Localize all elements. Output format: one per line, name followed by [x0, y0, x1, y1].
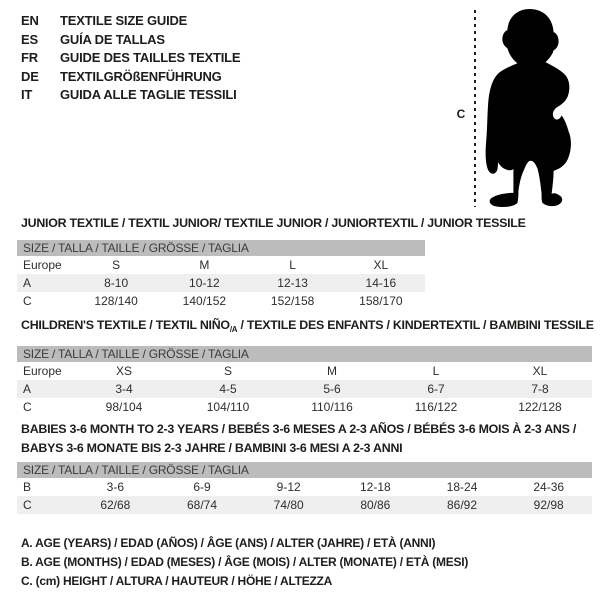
language-row [21, 31, 240, 50]
table-cell: 116/122 [414, 400, 458, 414]
section-title-line [21, 214, 526, 233]
table-cell: 18-24 [446, 480, 478, 494]
row-label: A [23, 382, 32, 396]
table-cell: 158/170 [359, 294, 403, 308]
height-figure [452, 6, 580, 208]
title-segment: BABIES 3-6 MONTH TO 2-3 YEARS / BEBÉS 3-6 MESES A 2-3 AÑOS / BÉBÉS 3-6 MOIS À 2-3 ANS / [21, 422, 577, 436]
legend-line: C. (cm) HEIGHT / ALTURA / HAUTEUR / HÖHE / ALTEZZA [21, 574, 333, 588]
language-code: EN [21, 13, 39, 28]
section-title-line [21, 420, 576, 439]
language-row [21, 86, 240, 105]
title-segment: CHILDREN'S TEXTILE / TEXTIL NIÑO [21, 318, 230, 332]
table-cell: 6-9 [193, 480, 211, 494]
table-cell: 68/74 [186, 498, 218, 512]
row-label: Europe [23, 258, 62, 272]
table-row [17, 274, 425, 292]
language-label: GUÍA DE TALLAS [60, 31, 165, 47]
legend-line: B. AGE (MONTHS) / EDAD (MESES) / ÂGE (MOIS) / ALTER (MONATE) / ETÀ (MESI) [21, 555, 469, 569]
table-cell: 92/98 [533, 498, 564, 512]
table-cell: 110/116 [311, 400, 353, 414]
table-row [17, 292, 425, 310]
language-code: FR [21, 50, 38, 66]
table-cell: 3-6 [106, 480, 124, 494]
section-title-babies [21, 420, 576, 458]
height-measure-label: C [456, 107, 466, 121]
language-code: IT [21, 87, 33, 103]
table-body [17, 256, 425, 310]
row-label: C [23, 400, 32, 414]
title-segment: JUNIOR TEXTILE / TEXTIL JUNIOR/ TEXTILE JUNIOR / JUNIORTEXTIL / JUNIOR TESSILE [21, 216, 526, 230]
table-cell: 62/68 [100, 498, 131, 512]
table-cell: 12-18 [360, 480, 391, 494]
legend-line: A. AGE (YEARS) / EDAD (AÑOS) / ÂGE (ANS) / ALTER (JAHRE) / ETÀ (ANNI) [21, 536, 436, 550]
row-label: C [23, 498, 32, 512]
table-cell: S [223, 364, 232, 378]
table-cell: 5-6 [323, 382, 341, 396]
table-row [17, 398, 592, 416]
section-title-children [21, 316, 594, 339]
table-cell: M [327, 364, 337, 378]
table-cell: 6-7 [427, 382, 445, 396]
table-cell: 80/86 [360, 498, 391, 512]
table-cell: M [199, 258, 210, 272]
size-table-junior [17, 240, 425, 310]
table-cell: 10-12 [189, 276, 220, 290]
table-cell: XS [115, 364, 132, 378]
table-cell: 12-13 [277, 276, 308, 290]
table-size-header: SIZE / TALLA / TAILLE / GRÖSSE / TAGLIA [17, 462, 592, 478]
language-label: TEXTILE SIZE GUIDE [60, 13, 188, 28]
language-code: ES [21, 31, 38, 47]
table-cell: 128/140 [94, 294, 138, 308]
title-segment: BABYS 3-6 MONATE BIS 2-3 JAHRE / BAMBINI 3-6 MESI A 2-3 ANNI [21, 441, 403, 455]
row-label: C [23, 294, 32, 308]
row-label: B [23, 480, 32, 494]
table-cell: 9-12 [276, 480, 301, 494]
table-cell: 3-4 [115, 382, 133, 396]
language-label: GUIDE DES TAILLES TEXTILE [60, 50, 241, 66]
language-label: GUIDA ALLE TAGLIE TESSILI [60, 87, 237, 103]
table-cell: 152/158 [270, 294, 315, 308]
table-cell: S [112, 258, 121, 272]
title-segment: /A [229, 325, 238, 334]
table-cell: 98/104 [105, 400, 143, 414]
toddler-silhouette-icon [485, 8, 579, 208]
row-label: Europe [23, 364, 62, 378]
table-row [17, 362, 592, 380]
table-cell: 122/128 [518, 400, 562, 414]
table-cell: L [289, 258, 296, 272]
legend [21, 534, 468, 591]
language-row [21, 68, 240, 87]
table-cell: XL [532, 364, 548, 378]
language-list [21, 12, 240, 105]
section-title-line [21, 316, 594, 339]
table-cell: 140/152 [182, 294, 227, 308]
table-row [17, 380, 592, 398]
table-cell: 104/110 [206, 400, 250, 414]
table-cell: 8-10 [104, 276, 129, 290]
height-measure-dashed-line [474, 10, 476, 207]
title-segment: / TEXTILE DES ENFANTS / KINDERTEXTIL / BAMBINI TESSILE [237, 318, 594, 332]
table-row [17, 478, 592, 496]
table-cell: XL [373, 258, 389, 272]
language-row [21, 49, 240, 68]
table-body [17, 478, 592, 514]
table-body [17, 362, 592, 416]
table-size-header: SIZE / TALLA / TAILLE / GRÖSSE / TAGLIA [17, 240, 425, 256]
table-cell: 4-5 [219, 382, 237, 396]
size-table-babies [17, 462, 592, 514]
section-title-junior [21, 214, 526, 233]
table-row [17, 256, 425, 274]
table-size-header: SIZE / TALLA / TAILLE / GRÖSSE / TAGLIA [17, 346, 592, 362]
language-label: TEXTILGRÖßENFÜHRUNG [60, 68, 222, 84]
size-table-children [17, 346, 592, 416]
language-row [21, 12, 240, 31]
table-cell: L [432, 364, 440, 378]
table-cell: 86/92 [447, 498, 478, 512]
section-title-line [21, 439, 576, 458]
table-cell: 24-36 [533, 480, 565, 494]
table-cell: 74/80 [273, 498, 304, 512]
table-cell: 14-16 [365, 276, 397, 290]
table-cell: 7-8 [531, 382, 549, 396]
table-row [17, 496, 592, 514]
row-label: A [23, 276, 32, 290]
language-code: DE [21, 68, 39, 84]
